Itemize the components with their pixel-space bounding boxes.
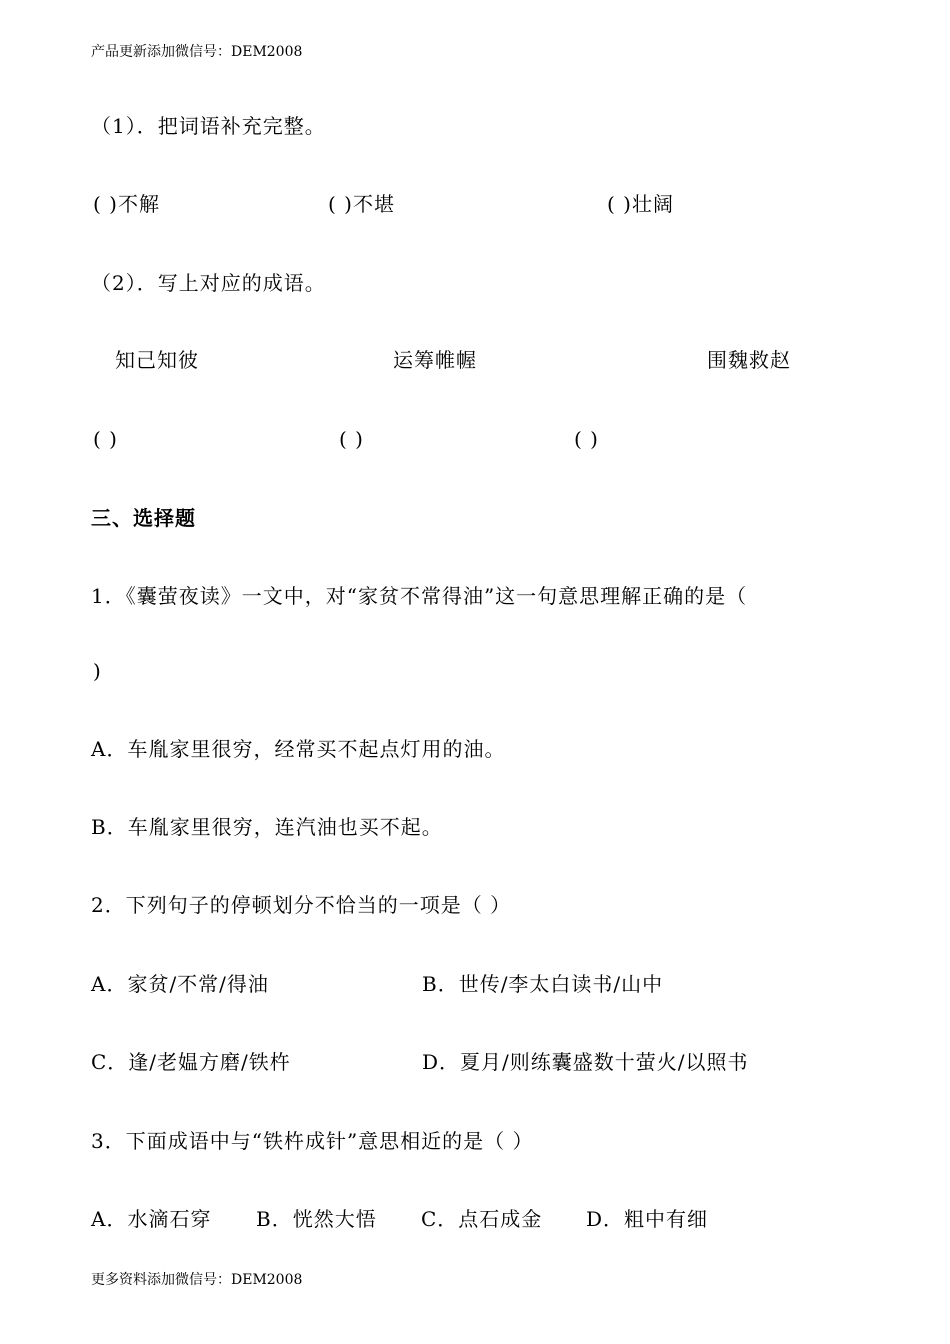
idiom-3: 围魏救赵	[707, 348, 791, 372]
q3-option-b: B．恍然大悟	[256, 1207, 377, 1231]
page-header: 产品更新添加微信号：DEM2008	[91, 44, 303, 60]
answer-blank-2: ( )	[339, 427, 364, 451]
q2-option-a: A．家贫/不常/得油	[91, 972, 269, 996]
q3-option-a: A．水滴石穿	[91, 1207, 212, 1231]
q2-stem: 2．下列句子的停顿划分不恰当的一项是（ ）	[91, 893, 512, 917]
q1-option-a: A．车胤家里很穷，经常买不起点灯用的油。	[91, 737, 506, 761]
q3-stem: 3．下面成语中与“铁杵成针”意思相近的是（ ）	[91, 1129, 534, 1153]
q1-stem: 1．《囊萤夜读》一文中，对“家贫不常得油”这一句意思理解正确的是（	[91, 584, 748, 608]
part1-item-1: ( )不解	[93, 192, 160, 216]
part1-title: （1）．把词语补充完整。	[91, 114, 326, 138]
q3-option-d: D．粗中有细	[586, 1207, 709, 1231]
q3-option-c: C．点石成金	[421, 1207, 543, 1231]
q2-option-b: B．世传/李太白读书/山中	[422, 972, 664, 996]
idiom-2: 运筹帷幄	[393, 348, 477, 372]
answer-blank-3: ( )	[574, 427, 599, 451]
q2-option-c: C．逢/老媪方磨/铁杵	[91, 1050, 291, 1074]
section-title: 三、选择题	[91, 506, 196, 530]
page-footer: 更多资料添加微信号：DEM2008	[91, 1272, 303, 1288]
q1-option-b: B．车胤家里很穷，连汽油也买不起。	[91, 815, 443, 839]
answer-blank-1: ( )	[93, 427, 118, 451]
part1-item-2: ( )不堪	[328, 192, 395, 216]
q1-close-paren: )	[93, 659, 102, 683]
q2-option-d: D．夏月/则练囊盛数十萤火/以照书	[422, 1050, 749, 1074]
part2-title: （2）．写上对应的成语。	[91, 271, 326, 295]
idiom-1: 知己知彼	[115, 348, 199, 372]
part1-item-3: ( )壮阔	[607, 192, 674, 216]
